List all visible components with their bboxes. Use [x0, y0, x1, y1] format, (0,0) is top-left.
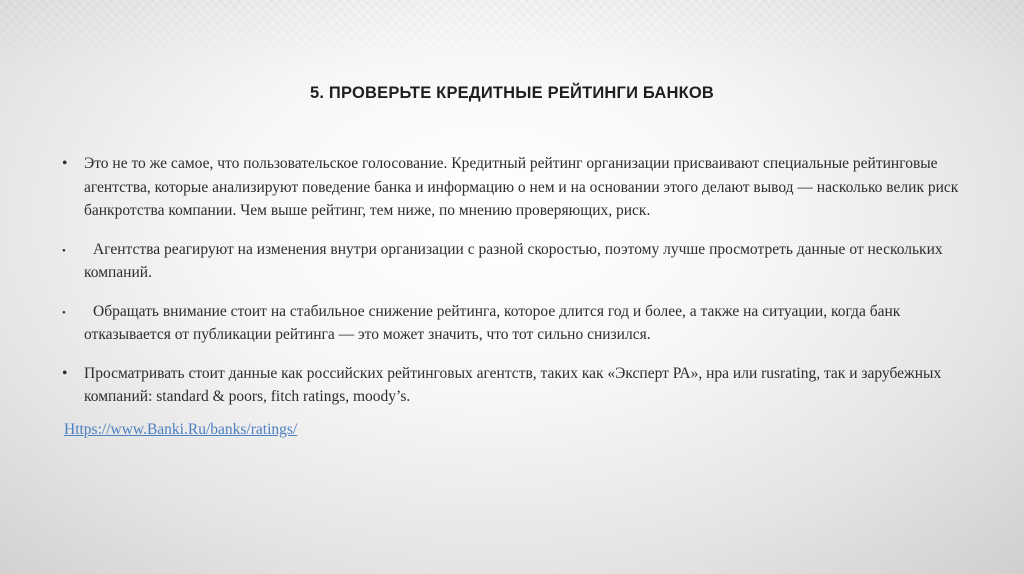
bullet-marker: • — [62, 364, 68, 382]
bullet-text: Это не то же самое, что пользовательское голосование. Кредитный рейтинг организации присваивают специальные рейтинговые агентства, которые анализируют поведение банка и информацию о нем и на основании этого делают вывод — насколько велик риск банкротства компании. Чем выше рейтинг, тем ниже, по мнению проверяющих, риск. — [84, 155, 959, 219]
bullet-item — [62, 238, 962, 285]
bullet-text: Агентства реагируют на изменения внутри организации с разной скоростью, поэтому лучше просмотреть данные от нескольких компаний. — [84, 240, 943, 281]
background-texture — [0, 0, 1024, 70]
source-link[interactable]: Https://www.Banki.Ru/banks/ratings/ — [64, 420, 298, 438]
bullet-item — [62, 152, 962, 223]
bullet-marker: • — [62, 155, 68, 172]
bullet-text: Обращать внимание стоит на стабильное снижение рейтинга, которое длится год и более, а также на ситуации, когда банк отказывается от публикации рейтинга — это может значить, что тот сильно снизился. — [84, 302, 901, 343]
bullet-item — [62, 300, 962, 347]
bullet-item — [62, 362, 962, 409]
slide-content — [62, 152, 962, 439]
bullet-marker: • — [62, 306, 66, 319]
bullet-text: Просматривать стоит данные как российских рейтинговых агентств, таких как «Эксперт РА», нра или rusrating, так и зарубежных компаний: standard & poors, fitch ratings, moody’s. — [84, 364, 942, 405]
bullet-marker: • — [62, 244, 66, 257]
slide-title: 5. ПРОВЕРЬТЕ КРЕДИТНЫЕ РЕЙТИНГИ БАНКОВ — [309, 84, 715, 102]
